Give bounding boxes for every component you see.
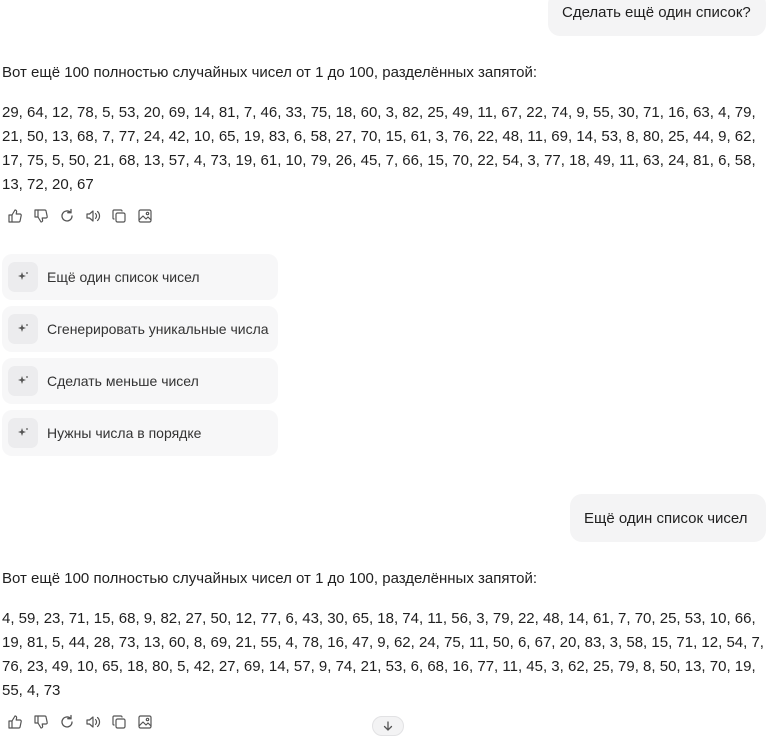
suggestion-label: Сделать меньше чисел <box>47 373 199 389</box>
image-icon[interactable] <box>134 712 156 732</box>
suggestion-label: Нужны числа в порядке <box>47 425 202 441</box>
regenerate-icon[interactable] <box>56 712 78 732</box>
speaker-icon[interactable] <box>82 712 104 732</box>
suggestion-label: Ещё один список чисел <box>47 269 200 285</box>
thumbs-up-icon[interactable] <box>4 712 26 732</box>
thumbs-down-icon[interactable] <box>30 206 52 226</box>
sparkle-icon <box>8 262 38 292</box>
thumbs-down-icon[interactable] <box>30 712 52 732</box>
suggestion-chip[interactable] <box>2 254 278 300</box>
message-actions <box>4 712 156 732</box>
speaker-icon[interactable] <box>82 206 104 226</box>
image-icon[interactable] <box>134 206 156 226</box>
message-actions <box>4 206 156 226</box>
arrow-down-icon <box>383 721 393 731</box>
sparkle-icon <box>8 418 38 448</box>
assistant-intro-text: Вот ещё 100 полностью случайных чисел от 1 до 100, разделённых запятой: <box>2 64 538 81</box>
user-message-text: Ещё один список чисел <box>584 510 748 527</box>
suggestion-chip[interactable] <box>2 358 278 404</box>
sparkle-icon <box>8 366 38 396</box>
thumbs-up-icon[interactable] <box>4 206 26 226</box>
copy-icon[interactable] <box>108 712 130 732</box>
suggestion-chip[interactable] <box>2 410 278 456</box>
suggestion-label: Сгенерировать уникальные числа <box>47 321 269 337</box>
regenerate-icon[interactable] <box>56 206 78 226</box>
assistant-intro-text: Вот ещё 100 полностью случайных чисел от 1 до 100, разделённых запятой: <box>2 570 538 587</box>
assistant-numbers-text: 29, 64, 12, 78, 5, 53, 20, 69, 14, 81, 7, 46, 33, 75, 18, 60, 3, 82, 25, 49, 11, 67, 22, 74, 9, 55, 30, 71, 16, 63, 4, 79, 21, 50, 13, 68, 7, 77, 24, 42, 10, 65, 19, 83, 6, 58, 27, 70, 15, 61, 3, 76, 22, 48, 11, 69, 14, 53, 8, 80, 25, 44, 9, 62, 17, 75, 5, 50, 21, 68, 13, 57, 4, 73, 19, 61, 10, 79, 26, 45, 7, 66, 15, 70, 22, 54, 3, 77, 18, 49, 11, 63, 24, 81, 6, 58, 13, 72, 20, 67 <box>2 104 756 193</box>
scroll-down-button[interactable] <box>372 716 404 736</box>
suggestion-chip[interactable] <box>2 306 278 352</box>
user-message-bubble <box>548 0 766 36</box>
sparkle-icon <box>8 314 38 344</box>
copy-icon[interactable] <box>108 206 130 226</box>
user-message-bubble <box>570 494 766 542</box>
user-message-text: Сделать ещё один список? <box>562 4 751 21</box>
assistant-numbers-text: 4, 59, 23, 71, 15, 68, 9, 82, 27, 50, 12, 77, 6, 43, 30, 65, 18, 74, 11, 56, 3, 79, 22, 48, 14, 61, 7, 70, 25, 53, 10, 66, 19, 81, 5, 44, 28, 73, 13, 60, 8, 69, 21, 55, 4, 78, 16, 47, 9, 62, 24, 75, 11, 50, 6, 67, 20, 83, 3, 58, 15, 71, 12, 54, 7, 76, 23, 49, 10, 65, 18, 80, 5, 42, 27, 69, 14, 57, 9, 74, 21, 53, 6, 68, 16, 77, 11, 45, 3, 62, 25, 79, 8, 50, 13, 70, 19, 55, 4, 73 <box>2 610 764 699</box>
